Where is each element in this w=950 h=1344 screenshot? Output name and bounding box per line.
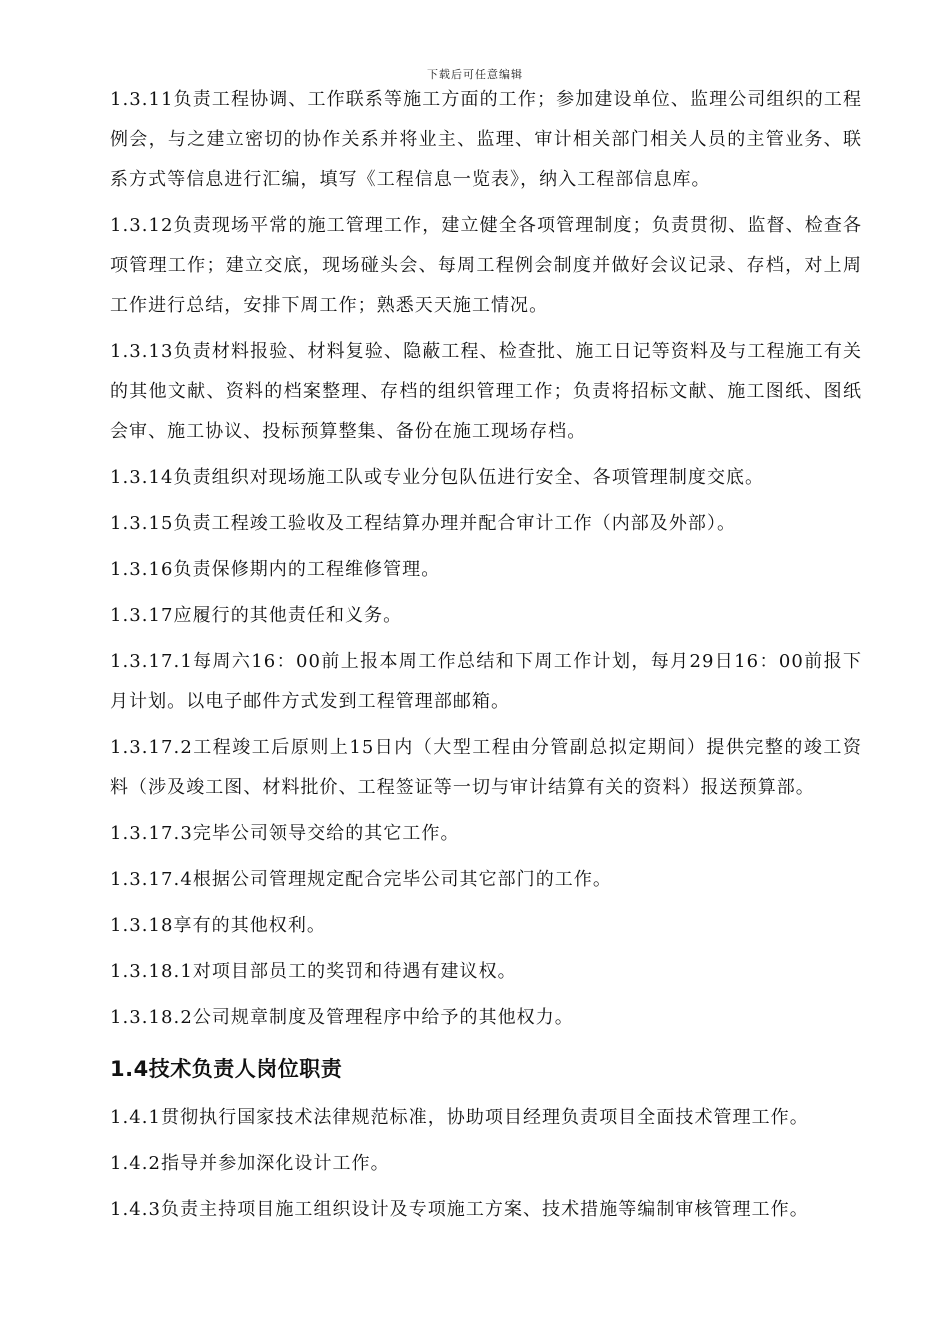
paragraph-1-3-17-2: 1.3.17.2工程竣工后原则上15日内（大型工程由分管副总拟定期间）提供完整的竣工资料（涉及竣工图、材料批价、工程签证等一切与审计结算有关的资料）报送预算部。 — [110, 737, 862, 798]
document-body — [110, 80, 862, 1230]
paragraph-1-3-13: 1.3.13负责材料报验、材料复验、隐蔽工程、检查批、施工日记等资料及与工程施工有关的其他文献、资料的档案整理、存档的组织管理工作；负责将招标文献、施工图纸、图纸会审、施工协议、投标预算整集、备份在施工现场存档。 — [110, 341, 862, 442]
paragraph-1-3-12: 1.3.12负责现场平常的施工管理工作，建立健全各项管理制度；负责贯彻、监督、检查各项管理工作；建立交底，现场碰头会、每周工程例会制度并做好会议记录、存档，对上周工作进行总结，安排下周工作；熟悉天天施工情况。 — [110, 215, 862, 316]
paragraph-1-3-18-2: 1.3.18.2公司规章制度及管理程序中给予的其他权力。 — [110, 1007, 574, 1028]
paragraph-1-3-17-1: 1.3.17.1每周六16：00前上报本周工作总结和下周工作计划，每月29日16：00前报下月计划。以电子邮件方式发到工程管理部邮箱。 — [110, 651, 862, 712]
section-heading-1-4: 1.4技术负责人岗位职责 — [110, 1057, 343, 1081]
paragraph-1-3-17: 1.3.17应履行的其他责任和义务。 — [110, 605, 403, 626]
paragraph-1-3-18-1: 1.3.18.1对项目部员工的奖罚和待遇有建议权。 — [110, 961, 517, 982]
paragraph-1-3-15: 1.3.15负责工程竣工验收及工程结算办理并配合审计工作（内部及外部）。 — [110, 513, 737, 534]
paragraph-1-4-1: 1.4.1贯彻执行国家技术法律规范标准，协助项目经理负责项目全面技术管理工作。 — [110, 1107, 809, 1128]
paragraph-1-4-3: 1.4.3负责主持项目施工组织设计及专项施工方案、技术措施等编制审核管理工作。 — [110, 1199, 809, 1220]
header-note: 下载后可任意编辑 — [427, 68, 523, 81]
paragraph-1-3-18: 1.3.18享有的其他权利。 — [110, 915, 326, 936]
paragraph-1-3-14: 1.3.14负责组织对现场施工队或专业分包队伍进行安全、各项管理制度交底。 — [110, 467, 765, 488]
paragraph-1-3-11: 1.3.11负责工程协调、工作联系等施工方面的工作；参加建设单位、监理公司组织的工程例会，与之建立密切的协作关系并将业主、监理、审计相关部门相关人员的主管业务、联系方式等信息进行汇编，填写《工程信息一览表》，纳入工程部信息库。 — [110, 89, 862, 190]
paragraph-1-3-17-4: 1.3.17.4根据公司管理规定配合完毕公司其它部门的工作。 — [110, 869, 612, 890]
paragraph-1-3-17-3: 1.3.17.3完毕公司领导交给的其它工作。 — [110, 823, 460, 844]
paragraph-1-4-2: 1.4.2指导并参加深化设计工作。 — [110, 1153, 390, 1174]
paragraph-1-3-16: 1.3.16负责保修期内的工程维修管理。 — [110, 559, 441, 580]
